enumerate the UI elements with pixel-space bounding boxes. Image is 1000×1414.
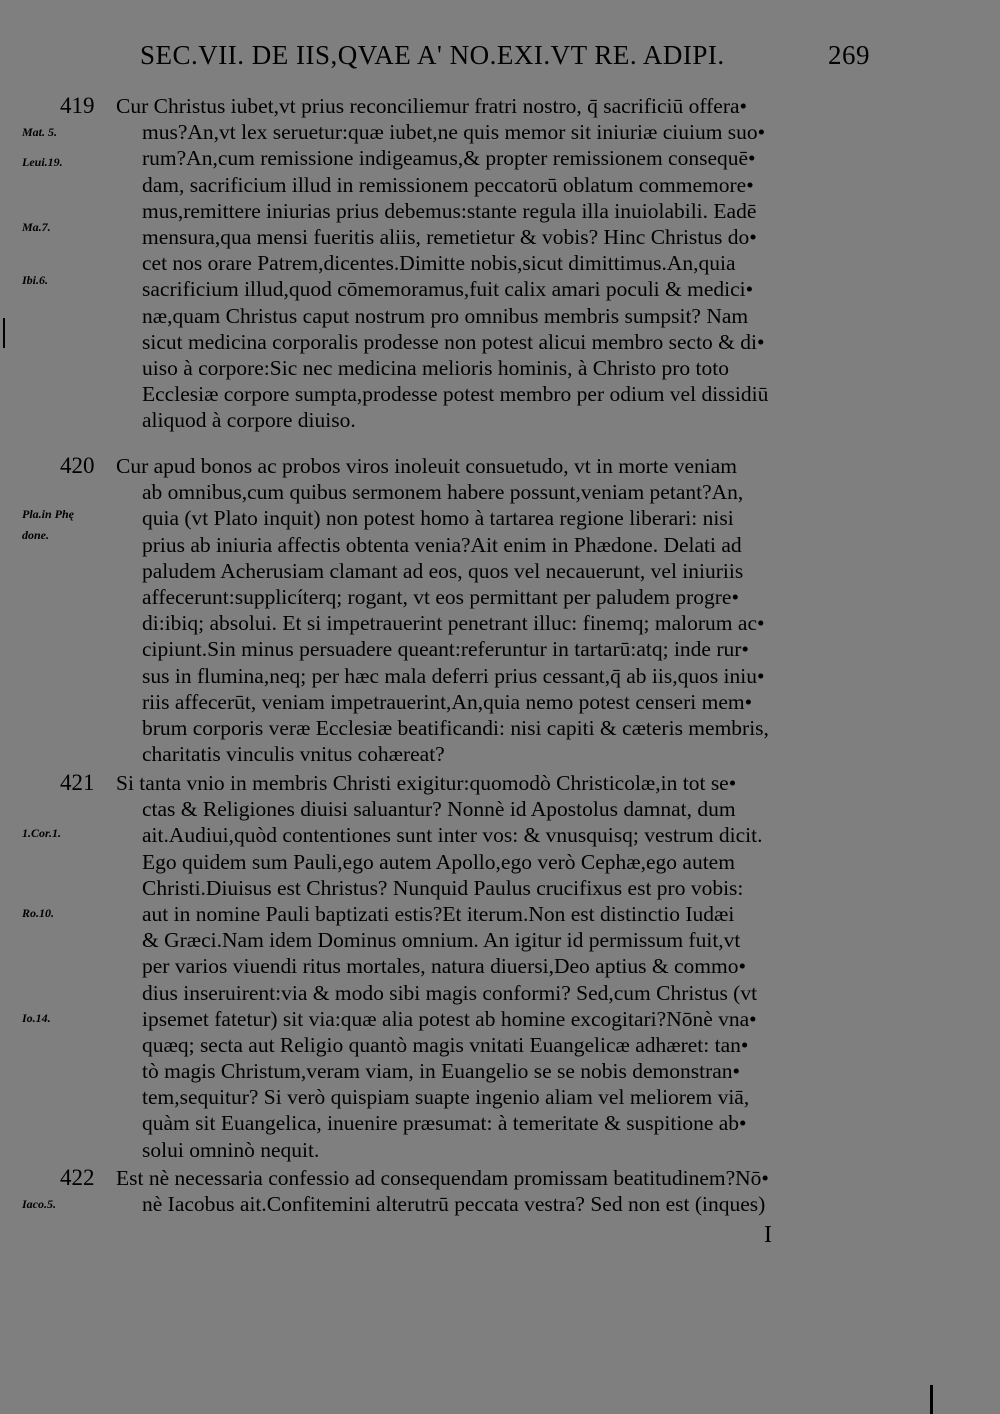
text-line: Est nè necessaria confessio ad consequendam promissam beatitudinem?Nō•: [116, 1166, 769, 1190]
text-line: Ego quidem sum Pauli,ego autem Apollo,ego verò Cephæ,ego autem: [142, 849, 735, 874]
text-line: sus in flumina,neq; per hæc mala deferri prius cessant,q̄ ab iis,quos iniu•: [142, 663, 765, 688]
text-line: affecerunt:supplicíterq; rogant, vt eos permittant per paludem progre•: [142, 584, 739, 609]
text-line: solui omninò nequit.: [142, 1137, 320, 1162]
folio-number: 269: [828, 40, 870, 70]
margin-note: Pla.in Phę: [22, 507, 75, 521]
text-line: paludem Acherusiam clamant ad eos, quos vel necauerunt, vel iniuriis: [142, 558, 744, 583]
text-line: ait.Audiui,quòd contentiones sunt inter vos: & vnusquisq; vestrum dicit.: [142, 823, 763, 848]
text-line: Ecclesiæ corpore sumpta,prodesse potest membro per odium vel dissidiū: [142, 382, 769, 407]
entry-number: 421: [60, 770, 95, 795]
text-line: ctas & Religiones diuisi saluantur? Nonnè id Apostolus damnat, dum: [142, 797, 736, 822]
margin-note: done.: [22, 528, 49, 542]
text-line: næ,quam Christus caput nostrum pro omnibus membris sumpsit? Nam: [142, 303, 749, 328]
entry-text: [116, 453, 862, 767]
text-line: prius ab iniuria affectis obtenta venia?Ait enim in Phædone. Delati ad: [142, 532, 742, 557]
entry-number: 419: [60, 93, 95, 118]
margin-note: Ibi.6.: [22, 273, 49, 287]
text-line: & Græci.Nam idem Dominus omnium. An igitur id permissum fuit,vt: [142, 928, 741, 953]
text-line: mus,remittere iniurias prius debemus:stante regula illa inuiolabili. Eadē: [142, 198, 757, 223]
entry-number: 420: [60, 453, 95, 478]
text-line: quæq; secta aut Religio quantò magis vnitati Euangelicæ adhæret: tan•: [142, 1032, 749, 1057]
entry-text: [116, 770, 862, 1163]
text-line: tò magis Christum,veram viam, in Euangelio se se nobis demonstran•: [142, 1059, 741, 1084]
text-line: sicut medicina corporalis prodesse non potest alicui membro secto & di•: [142, 329, 765, 354]
edge-mark: [3, 318, 5, 348]
text-line: Cur Christus iubet,vt prius reconciliemur fratri nostro, q̄ sacrificiū offera•: [116, 94, 748, 118]
text-line: mus?An,vt lex seruetur:quæ iubet,ne quis memor sit iniuriæ ciuium suo•: [142, 120, 766, 145]
text-line: dam, sacrificium illud in remissionem peccatorū oblatum commemore•: [142, 172, 754, 197]
text-line: Cur apud bonos ac probos viros inoleuit consuetudo, vt in morte veniam: [116, 454, 738, 478]
signature-mark: I: [764, 1222, 772, 1248]
text-line: sacrificium illud,quod cōmemoramus,fuit calix amari poculi & medici•: [142, 277, 754, 302]
text-line: quia (vt Plato inquit) non potest homo à tartarea regione liberari: nisi: [142, 506, 734, 531]
margin-note: Leui.19.: [22, 155, 63, 169]
running-header: [140, 40, 870, 71]
margin-note: 1.Cor.1.: [22, 826, 62, 840]
text-line: di:ibiq; absolui. Et si impetrauerint penetrant illuc: finemq; malorum ac•: [142, 611, 765, 636]
text-line: nè Iacobus ait.Confitemini alterutrū peccata vestra? Sed non est (inques): [142, 1192, 766, 1217]
margin-note: Io.14.: [22, 1011, 51, 1025]
text-line: tem,sequitur? Si verò quispiam suapte ingenio aliam vel meliorem viā,: [142, 1085, 750, 1110]
text-line: cipiunt.Sin minus persuadere queant:referuntur in tartarū:atq; inde rur•: [142, 637, 749, 662]
text-line: per varios viuendi ritus mortales, natura diuersi,Deo aptius & commo•: [142, 954, 747, 979]
text-line: Si tanta vnio in membris Christi exigitur:quomodò Christicolæ,in tot se•: [116, 771, 737, 795]
text-line: quàm sit Euangelica, inuenire præsumat: à temeritate & suspitione ab•: [142, 1111, 747, 1136]
margin-note: Iaco.5.: [22, 1197, 56, 1211]
text-line: dius inseruirent:via & modo sibi magis conformi? Sed,cum Christus (vt: [142, 980, 758, 1005]
text-line: brum corporis veræ Ecclesiæ beatificandi: nisi capiti & cæteris membris,: [142, 715, 769, 740]
text-line: cet nos orare Patrem,dicentes.Dimitte nobis,sicut dimittimus.An,quia: [142, 251, 736, 276]
margin-note: Mat. 5.: [22, 125, 58, 139]
entry-text: [116, 1165, 862, 1217]
text-line: aut in nomine Pauli baptizati estis?Et iterum.Non est distinctio Iudæi: [142, 901, 735, 926]
text-line: charitatis vinculis vnitus cohæreat?: [142, 742, 445, 767]
text-line: rum?An,cum remissione indigeamus,& propter remissionem consequē•: [142, 146, 756, 171]
text-line: uiso à corpore:Sic nec medicina melioris hominis, à Christo pro toto: [142, 355, 729, 380]
entry-number: 422: [60, 1165, 95, 1190]
margin-note: Ma.7.: [22, 220, 51, 234]
text-line: mensura,qua mensi fueritis aliis, remetietur & vobis? Hinc Christus do•: [142, 224, 757, 249]
text-line: riis affecerūt, veniam impetrauerint,An,quia nemo potest censeri mem•: [142, 689, 753, 714]
text-line: ipsemet fatetur) sit via:quæ alia potest ab homine excogitari?Nōnè vna•: [142, 1006, 757, 1031]
text-line: aliquod à corpore diuiso.: [142, 408, 356, 433]
text-line: ab omnibus,cum quibus sermonem habere possunt,veniam petant?An,: [142, 480, 744, 505]
edge-mark-bottom: [930, 1385, 933, 1414]
running-title: SEC.VII. DE IIS,QVAE A' NO.EXI.VT RE. ADIPI.: [140, 40, 725, 70]
text-line: Christi.Diuisus est Christus? Nunquid Paulus crucifixus est pro vobis:: [142, 875, 744, 900]
margin-note: Ro.10.: [22, 906, 55, 920]
entry-text: [116, 93, 862, 433]
